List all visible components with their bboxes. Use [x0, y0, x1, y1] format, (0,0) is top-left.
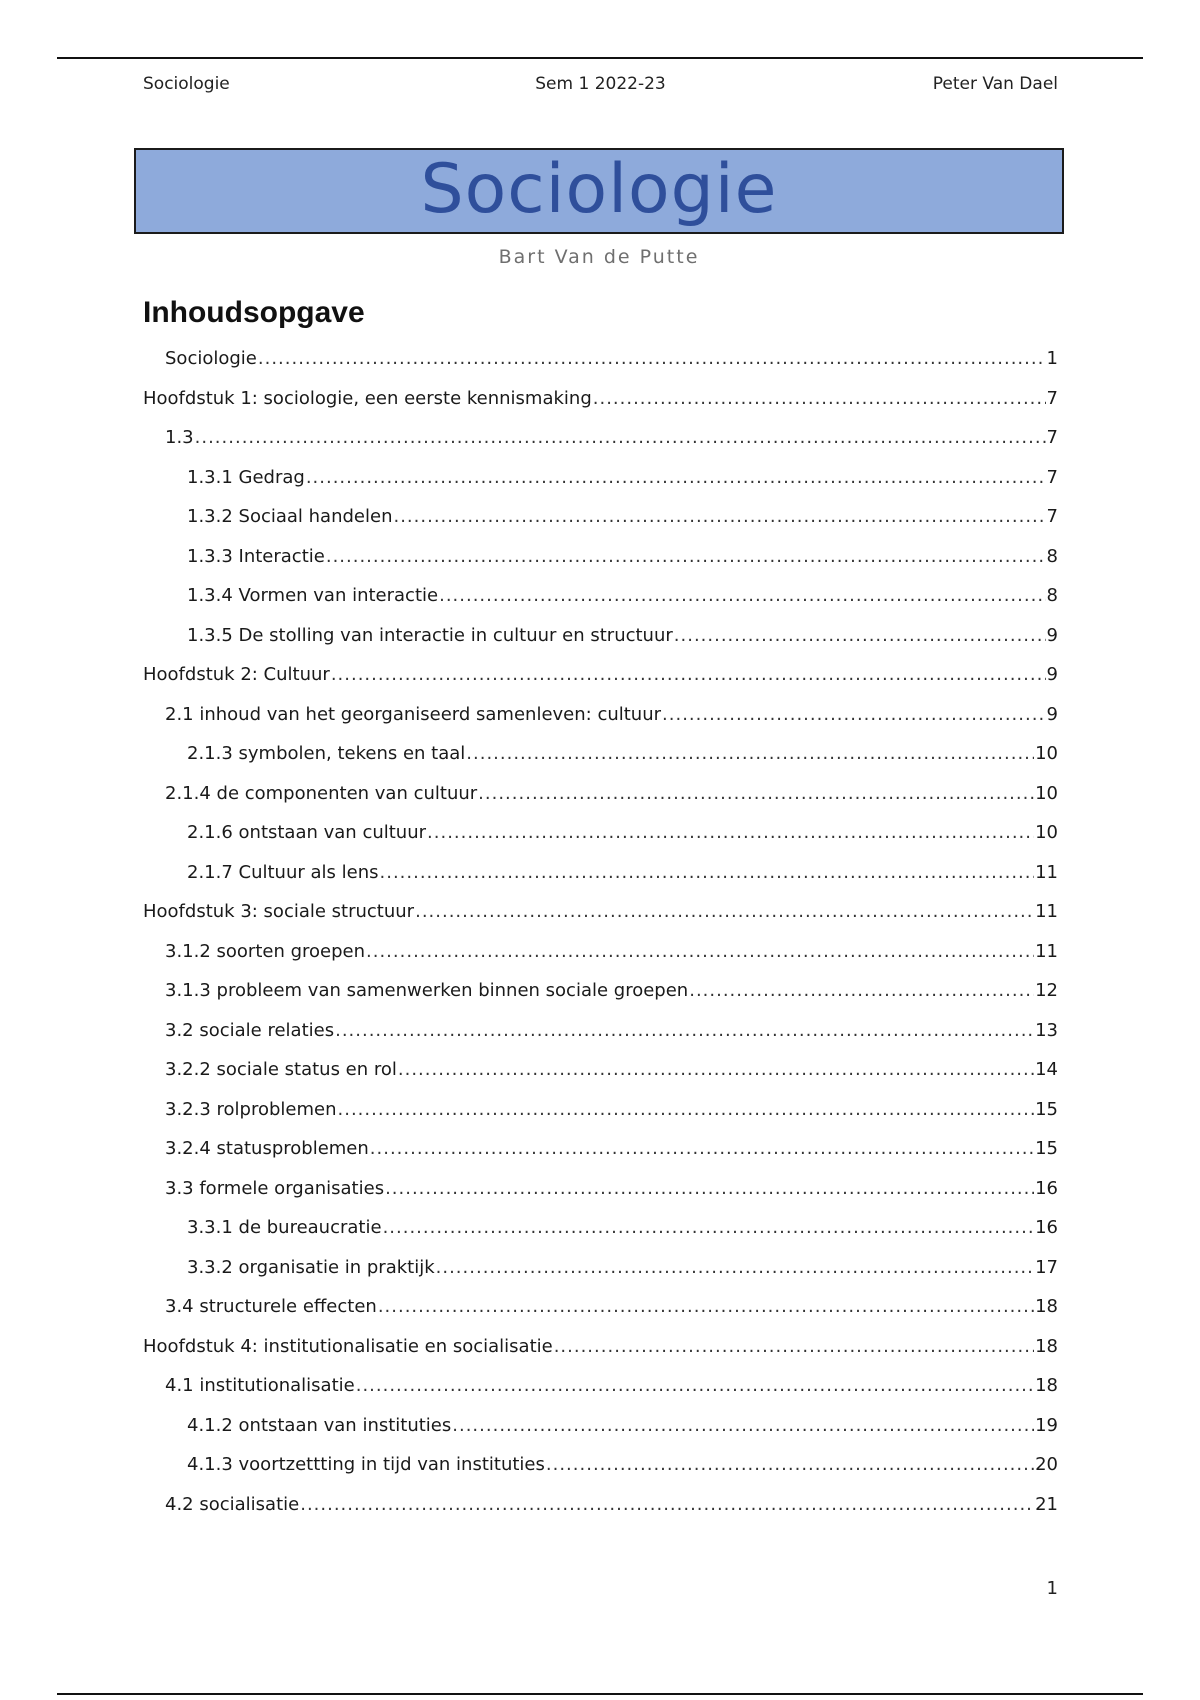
toc-entry-page: 17 [1035, 1256, 1058, 1278]
toc-entry-page: 10 [1035, 743, 1058, 764]
toc-leader-dots [554, 1336, 1034, 1357]
toc-entry[interactable] [143, 625, 1058, 665]
toc-leader-dots [546, 1454, 1034, 1475]
toc-leader-dots [356, 1375, 1034, 1396]
toc-entry[interactable] [143, 348, 1058, 388]
toc-entry-title: 3.1.3 probleem van samenwerken binnen sociale groepen [165, 980, 689, 1001]
toc-leader-dots [427, 822, 1034, 843]
toc-entry-page: 9 [1046, 624, 1058, 646]
toc-entry[interactable] [143, 1059, 1058, 1099]
toc-leader-dots [370, 1138, 1034, 1159]
toc-entry[interactable] [143, 1336, 1058, 1376]
toc-entry-title: 3.2.4 statusproblemen [165, 1138, 369, 1159]
toc-entry[interactable] [143, 427, 1058, 467]
toc-leader-dots [478, 783, 1034, 804]
toc-entry-page: 21 [1035, 1493, 1058, 1515]
toc-entry-page: 15 [1035, 1138, 1058, 1159]
toc-entry-title: 1.3.2 Sociaal handelen [187, 506, 393, 527]
toc-entry-page: 8 [1046, 585, 1058, 606]
toc-entry-title: 3.3.1 de bureaucratie [187, 1217, 382, 1238]
toc-leader-dots [689, 980, 1034, 1001]
toc-entry-page: 7 [1046, 506, 1058, 527]
document-title: Sociologie [420, 150, 778, 229]
toc-entry-title: 4.1.3 voortzettting in tijd van instituties [187, 1454, 545, 1475]
toc-entry[interactable] [143, 585, 1058, 625]
toc-leader-dots [326, 546, 1046, 567]
footer-rule [57, 1693, 1143, 1695]
toc-entry-title: 4.1 institutionalisatie [165, 1375, 355, 1396]
toc-entry-title: 4.1.2 ontstaan van instituties [187, 1414, 452, 1436]
toc-entry-title: 1.3 [165, 427, 194, 448]
toc-entry-page: 16 [1035, 1217, 1058, 1238]
toc-entry[interactable] [143, 901, 1058, 941]
toc-entry-title: 1.3.4 Vormen van interactie [187, 585, 439, 606]
header-course: Sociologie [143, 74, 230, 94]
toc-leader-dots [662, 704, 1046, 725]
toc-entry[interactable] [143, 1217, 1058, 1257]
toc-entry[interactable] [143, 664, 1058, 704]
toc-entry-title: Hoofdstuk 2: Cultuur [143, 664, 330, 685]
toc-leader-dots [258, 348, 1046, 369]
toc-entry[interactable] [143, 1138, 1058, 1178]
toc-leader-dots [415, 901, 1034, 922]
toc-entry-title: 1.3.3 Interactie [187, 545, 325, 567]
document-subtitle: Bart Van de Putte [498, 246, 700, 268]
toc-entry-title: 2.1.6 ontstaan van cultuur [187, 822, 427, 843]
toc-entry-title: 2.1.3 symbolen, tekens en taal [187, 743, 466, 764]
table-of-contents [143, 348, 1058, 1533]
toc-entry[interactable] [143, 1020, 1058, 1060]
toc-leader-dots [338, 1099, 1035, 1120]
toc-leader-dots [452, 1415, 1034, 1436]
toc-entry-page: 7 [1046, 387, 1058, 409]
toc-leader-dots [195, 427, 1046, 448]
toc-entry-page: 7 [1046, 427, 1058, 448]
toc-entry[interactable] [143, 467, 1058, 507]
toc-entry[interactable] [143, 704, 1058, 744]
toc-leader-dots [335, 1020, 1034, 1041]
toc-entry[interactable] [143, 783, 1058, 823]
toc-entry[interactable] [143, 1099, 1058, 1139]
header-rule [57, 57, 1143, 59]
toc-leader-dots [436, 1257, 1034, 1278]
header-semester: Sem 1 2022-23 [535, 74, 666, 94]
toc-entry-title: 3.2.2 sociale status en rol [165, 1059, 397, 1080]
toc-entry[interactable] [143, 1178, 1058, 1218]
toc-leader-dots [300, 1494, 1034, 1515]
header-author: Peter Van Dael [932, 74, 1058, 94]
toc-entry-page: 1 [1046, 348, 1058, 369]
toc-entry-page: 12 [1035, 980, 1058, 1001]
page-number: 1 [1046, 1578, 1058, 1599]
toc-entry-title: 3.4 structurele effecten [165, 1296, 377, 1317]
toc-entry[interactable] [143, 980, 1058, 1020]
toc-entry-page: 18 [1035, 1375, 1058, 1396]
toc-leader-dots [466, 743, 1034, 764]
toc-entry-title: 3.2.3 rolproblemen [165, 1098, 337, 1120]
toc-leader-dots [378, 1296, 1034, 1317]
toc-entry[interactable] [143, 388, 1058, 428]
toc-entry-title: 3.1.2 soorten groepen [165, 940, 366, 962]
toc-entry-title: 4.2 socialisatie [165, 1493, 300, 1515]
toc-entry-page: 16 [1035, 1177, 1058, 1199]
toc-entry-title: Hoofdstuk 4: institutionalisatie en socialisatie [143, 1335, 553, 1357]
toc-entry-title: 3.2 sociale relaties [165, 1019, 335, 1041]
toc-leader-dots [393, 506, 1045, 527]
toc-entry-title: 2.1.4 de componenten van cultuur [165, 782, 478, 804]
toc-entry-title: Hoofdstuk 3: sociale structuur [143, 901, 415, 922]
toc-entry[interactable] [143, 1415, 1058, 1455]
title-box [134, 148, 1064, 234]
toc-entry-page: 10 [1035, 782, 1058, 804]
toc-heading: Inhoudsopgave [143, 296, 365, 329]
toc-entry-title: 2.1.7 Cultuur als lens [187, 861, 379, 883]
toc-entry-page: 8 [1046, 545, 1058, 567]
toc-entry-title: 3.3 formele organisaties [165, 1177, 385, 1199]
toc-leader-dots [674, 625, 1046, 646]
toc-entry-page: 9 [1046, 664, 1058, 685]
toc-entry-title: Hoofdstuk 1: sociologie, een eerste kennismaking [143, 387, 592, 409]
toc-entry-title: 3.3.2 organisatie in praktijk [187, 1256, 435, 1278]
toc-leader-dots [380, 862, 1035, 883]
toc-entry[interactable] [143, 1454, 1058, 1494]
toc-entry-page: 20 [1035, 1454, 1058, 1475]
toc-entry-title: 1.3.1 Gedrag [187, 466, 305, 488]
toc-leader-dots [383, 1217, 1035, 1238]
toc-entry[interactable] [143, 822, 1058, 862]
toc-leader-dots [385, 1178, 1034, 1199]
toc-entry[interactable] [143, 1296, 1058, 1336]
toc-entry-page: 11 [1035, 940, 1058, 962]
page-header [143, 74, 1058, 98]
toc-entry[interactable] [143, 862, 1058, 902]
toc-entry[interactable] [143, 1257, 1058, 1297]
toc-entry-page: 13 [1035, 1019, 1058, 1041]
toc-entry-title: 2.1 inhoud van het georganiseerd samenleven: cultuur [165, 703, 662, 725]
toc-entry-page: 7 [1046, 466, 1058, 488]
toc-leader-dots [306, 467, 1046, 488]
toc-entry[interactable] [143, 1494, 1058, 1534]
toc-leader-dots [366, 941, 1034, 962]
toc-entry-page: 11 [1035, 901, 1058, 922]
toc-entry-page: 19 [1035, 1414, 1058, 1436]
toc-leader-dots [439, 585, 1045, 606]
toc-entry-page: 14 [1035, 1059, 1058, 1080]
toc-entry[interactable] [143, 546, 1058, 586]
toc-entry-title: 1.3.5 De stolling van interactie in cultuur en structuur [187, 624, 673, 646]
toc-leader-dots [398, 1059, 1034, 1080]
toc-entry-title: Sociologie [165, 348, 257, 369]
toc-entry-page: 9 [1046, 703, 1058, 725]
toc-entry[interactable] [143, 1375, 1058, 1415]
toc-entry-page: 18 [1035, 1296, 1058, 1317]
toc-entry-page: 11 [1035, 861, 1058, 883]
toc-entry-page: 10 [1035, 822, 1058, 843]
toc-leader-dots [331, 664, 1046, 685]
toc-entry[interactable] [143, 506, 1058, 546]
toc-entry-page: 18 [1035, 1335, 1058, 1357]
toc-entry[interactable] [143, 941, 1058, 981]
toc-leader-dots [593, 388, 1046, 409]
toc-entry-page: 15 [1035, 1098, 1058, 1120]
toc-entry[interactable] [143, 743, 1058, 783]
